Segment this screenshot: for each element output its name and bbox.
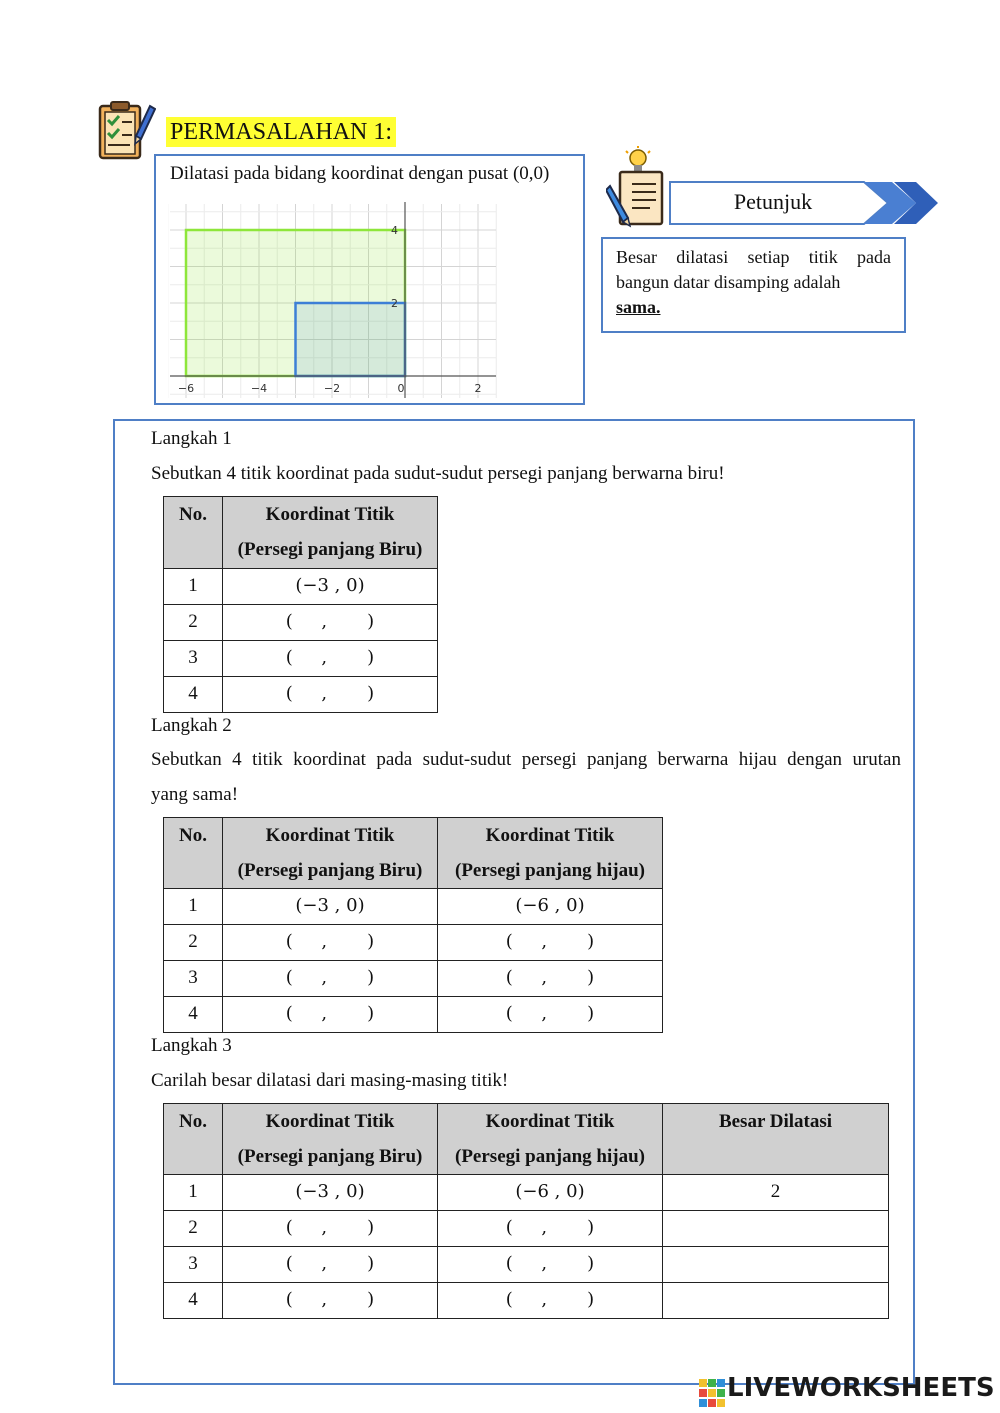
x-tick-label: 2 [474,382,482,395]
hint-text-line1: Besar dilatasi setiap titik pada [616,247,891,267]
table-header-row [164,497,438,569]
scale-factor-input[interactable] [663,1211,889,1247]
blue-coordinate-input[interactable]: ( , ) [223,677,438,713]
step2-title: Langkah 2 [151,715,232,736]
header-no: No. [164,1104,223,1175]
step3-table [163,1103,889,1319]
green-coordinate-input[interactable]: ( , ) [438,1211,663,1247]
header-green-line1: Koordinat Titik [485,1111,615,1132]
blue-coordinate-input[interactable]: ( , ) [223,605,438,641]
table-row [164,569,438,605]
table-row [164,1247,889,1283]
row-no: 2 [164,605,223,641]
header-green-line1: Koordinat Titik [485,825,615,846]
step3-instruction: Carilah besar dilatasi dari masing-masing titik! [151,1070,509,1091]
coordinate-plane [168,200,498,402]
problem-title: PERMASALAHAN 1: [166,117,396,147]
table-row [164,925,663,961]
green-coordinate-input[interactable]: ( , ) [438,997,663,1033]
step2-instruction-line1: Sebutkan 4 titik koordinat pada sudut-sudut persegi panjang berwarna hijau dengan urutan [151,749,901,770]
header-blue-line1: Koordinat Titik [265,825,395,846]
row-no: 2 [164,925,223,961]
clipboard-pen-icon [96,100,156,162]
green-coordinate-input[interactable]: ( , ) [438,961,663,997]
blue-coordinate-input[interactable]: ( , ) [223,641,438,677]
blue-coordinate-input[interactable]: ( , ) [223,1211,438,1247]
blue-coordinate: (−3 , 0) [223,889,438,925]
header-no: No. [164,497,223,569]
table-row [164,677,438,713]
table-row [164,961,663,997]
blue-coordinate: (−3 , 0) [223,1175,438,1211]
row-no: 1 [164,889,223,925]
table-row [164,1175,889,1211]
row-no: 2 [164,1211,223,1247]
header-green-line2: (Persegi panjang hijau) [455,860,645,881]
step2-table [163,817,663,1033]
x-tick-label: −6 [177,382,195,395]
step1-instruction: Sebutkan 4 titik koordinat pada sudut-sudut persegi panjang berwarna biru! [151,463,725,484]
scale-factor: 2 [663,1175,889,1211]
header-green-line2: (Persegi panjang hijau) [455,1146,645,1167]
graph-panel [154,154,585,405]
row-no: 4 [164,677,223,713]
header-blue [223,818,438,889]
header-blue-line2: (Persegi panjang Biru) [237,1146,423,1167]
x-tick-label: −4 [250,382,268,395]
y-tick-label: 4 [391,224,398,237]
green-coordinate: (−6 , 0) [438,1175,663,1211]
header-blue [223,1104,438,1175]
table-row [164,889,663,925]
blue-coordinate-input[interactable]: ( , ) [223,1247,438,1283]
x-tick-label: 0 [397,382,405,395]
blue-coordinate-input[interactable]: ( , ) [223,1283,438,1319]
lightbulb-document-icon [606,146,670,228]
table-row [164,997,663,1033]
green-coordinate-input[interactable]: ( , ) [438,1247,663,1283]
blue-coordinate-input[interactable]: ( , ) [223,961,438,997]
header-scale: Besar Dilatasi [663,1104,889,1175]
step2-instruction-line2: yang sama! [151,784,239,805]
blue-coordinate-input[interactable]: ( , ) [223,997,438,1033]
hint-label: Petunjuk [733,189,813,214]
header-blue [223,497,438,569]
liveworksheets-logo-icon [697,1373,727,1409]
x-tick-label: −2 [323,382,341,395]
green-coordinate-input[interactable]: ( , ) [438,925,663,961]
table-row [164,605,438,641]
step1-title: Langkah 1 [151,428,232,449]
graph-caption: Dilatasi pada bidang koordinat dengan pusat (0,0) [170,163,550,184]
step1-table [163,496,438,713]
header-green [438,1104,663,1175]
hint-text-box [601,237,906,333]
green-coordinate: (−6 , 0) [438,889,663,925]
scale-factor-input[interactable] [663,1247,889,1283]
table-header-row [164,818,663,889]
table-row [164,641,438,677]
table-row [164,1211,889,1247]
table-header-row [164,1104,889,1175]
green-coordinate-input[interactable]: ( , ) [438,1283,663,1319]
header-blue-line2: (Persegi panjang Biru) [237,539,423,560]
row-no: 4 [164,1283,223,1319]
scale-factor-input[interactable] [663,1283,889,1319]
x-tick-labels [178,382,482,395]
header-blue-line2: (Persegi panjang Biru) [237,860,423,881]
blue-coordinate-input[interactable]: ( , ) [223,925,438,961]
header-blue-line1: Koordinat Titik [265,504,395,525]
table-row [164,1283,889,1319]
watermark-text: LIVEWORKSHEETS [727,1373,995,1403]
step3-title: Langkah 3 [151,1035,232,1056]
hint-emphasis: sama. [616,297,661,317]
blue-coordinate: (−3 , 0) [223,569,438,605]
y-tick-label: 2 [391,297,398,310]
header-green [438,818,663,889]
blue-rectangle [296,303,406,376]
row-no: 1 [164,1175,223,1211]
hint-text-line2: bangun datar disamping adalah [616,272,841,292]
header-blue-line1: Koordinat Titik [265,1111,395,1132]
row-no: 3 [164,961,223,997]
row-no: 4 [164,997,223,1033]
header-no: No. [164,818,223,889]
row-no: 3 [164,641,223,677]
row-no: 3 [164,1247,223,1283]
row-no: 1 [164,569,223,605]
